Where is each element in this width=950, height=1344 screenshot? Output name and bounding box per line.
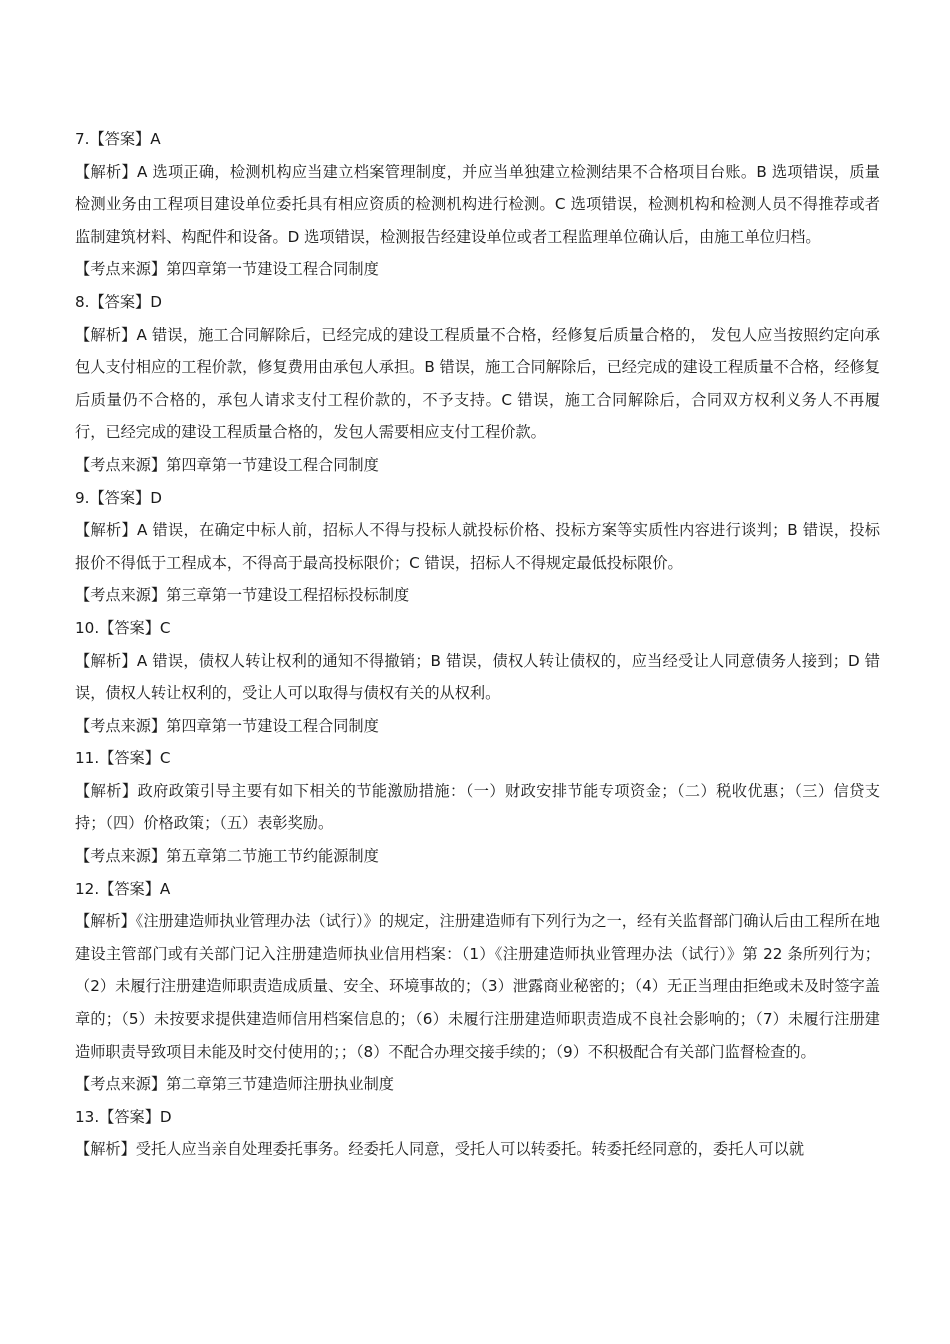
answer-explanations: [75, 123, 880, 1166]
analysis-paragraph: 【解析】《注册建造师执业管理办法（试行）》的规定，注册建造师有下列行为之一，经有关监督部门确认后由工程所在地建设主管部门或有关部门记入注册建造师执业信用档案：（1）《注册建造师执业管理办法（试行）》第 22 条所列行为；（2）未履行注册建造师职责造成质量、安全、环境事故的；（3）泄露商业秘密的；（4）无正当理由拒绝或未及时签字盖章的；（5）未按要求提供建造师信用档案信息的；（6）未履行注册建造师职责造成不良社会影响的；（7）未履行注册建造师职责导致项目未能及时交付使用的；；（8）不配合办理交接手续的；（9）不积极配合有关部门监督检查的。: [75, 912, 880, 1061]
answer-line: 12.【答案】A: [75, 879, 171, 898]
answer-line: 11.【答案】C: [75, 749, 171, 768]
answer-block-12: [75, 873, 880, 1101]
source-line: 【考点来源】第四章第一节建设工程合同制度: [75, 716, 379, 735]
answer-line: 8.【答案】D: [75, 292, 162, 311]
analysis-paragraph: 【解析】A 选项正确，检测机构应当建立档案管理制度，并应当单独建立检测结果不合格项目台账。B 选项错误，质量检测业务由工程项目建设单位委托具有相应资质的检测机构进行检测。C 选项错误，检测机构和检测人员不得推荐或者监制建筑材料、构配件和设备。D 选项错误，检测报告经建设单位或者工程监理单位确认后，由施工单位归档。: [75, 162, 880, 246]
answer-line: 7.【答案】A: [75, 130, 161, 148]
source-line: 【考点来源】第四章第一节建设工程合同制度: [75, 455, 379, 474]
analysis-paragraph: 【解析】A 错误，在确定中标人前，招标人不得与投标人就投标价格、投标方案等实质性内容进行谈判；B 错误，投标报价不得低于工程成本，不得高于最高投标限价；C 错误，招标人不得规定最低投标限价。: [75, 521, 880, 572]
source-line: 【考点来源】第四章第一节建设工程合同制度: [75, 260, 379, 279]
source-line: 【考点来源】第三章第一节建设工程招标投标制度: [75, 586, 410, 605]
analysis-paragraph: 【解析】A 错误，施工合同解除后，已经完成的建设工程质量不合格，经修复后质量合格的， 发包人应当按照约定向承包人支付相应的工程价款，修复费用由承包人承担。B 错误，施工合同解除后，已经完成的建设工程质量不合格，经修复后质量仍不合格的，承包人请求支付工程价款的，不予支持。C 错误，施工合同解除后，合同双方权利义务人不再履行，已经完成的建设工程质量合格的，发包人需要相应支付工程价款。: [75, 325, 880, 442]
answer-block-8: [75, 286, 880, 482]
source-line: 【考点来源】第二章第三节建造师注册执业制度: [75, 1075, 394, 1094]
answer-block-7: [75, 123, 880, 286]
answer-line: 13.【答案】D: [75, 1107, 172, 1126]
answer-block-13: [75, 1101, 880, 1166]
answer-block-10: [75, 612, 880, 742]
answer-block-11: [75, 742, 880, 872]
analysis-paragraph: 【解析】政府政策引导主要有如下相关的节能激励措施：（一）财政安排节能专项资金；（二）税收优惠；（三）信贷支持；（四）价格政策；（五）表彰奖励。: [75, 781, 880, 833]
answer-block-9: [75, 482, 880, 612]
answer-line: 10.【答案】C: [75, 618, 171, 637]
analysis-paragraph: 【解析】A 错误，债权人转让权利的通知不得撤销；B 错误，债权人转让债权的，应当经受让人同意债务人接到；D 错误，债权人转让权利的，受让人可以取得与债权有关的从权利。: [75, 651, 880, 703]
source-line: 【考点来源】第五章第二节施工节约能源制度: [75, 847, 379, 866]
answer-line: 9.【答案】D: [75, 488, 162, 507]
analysis-paragraph: 【解析】受托人应当亲自处理委托事务。经委托人同意，受托人可以转委托。转委托经同意的，委托人可以就: [75, 1140, 804, 1159]
